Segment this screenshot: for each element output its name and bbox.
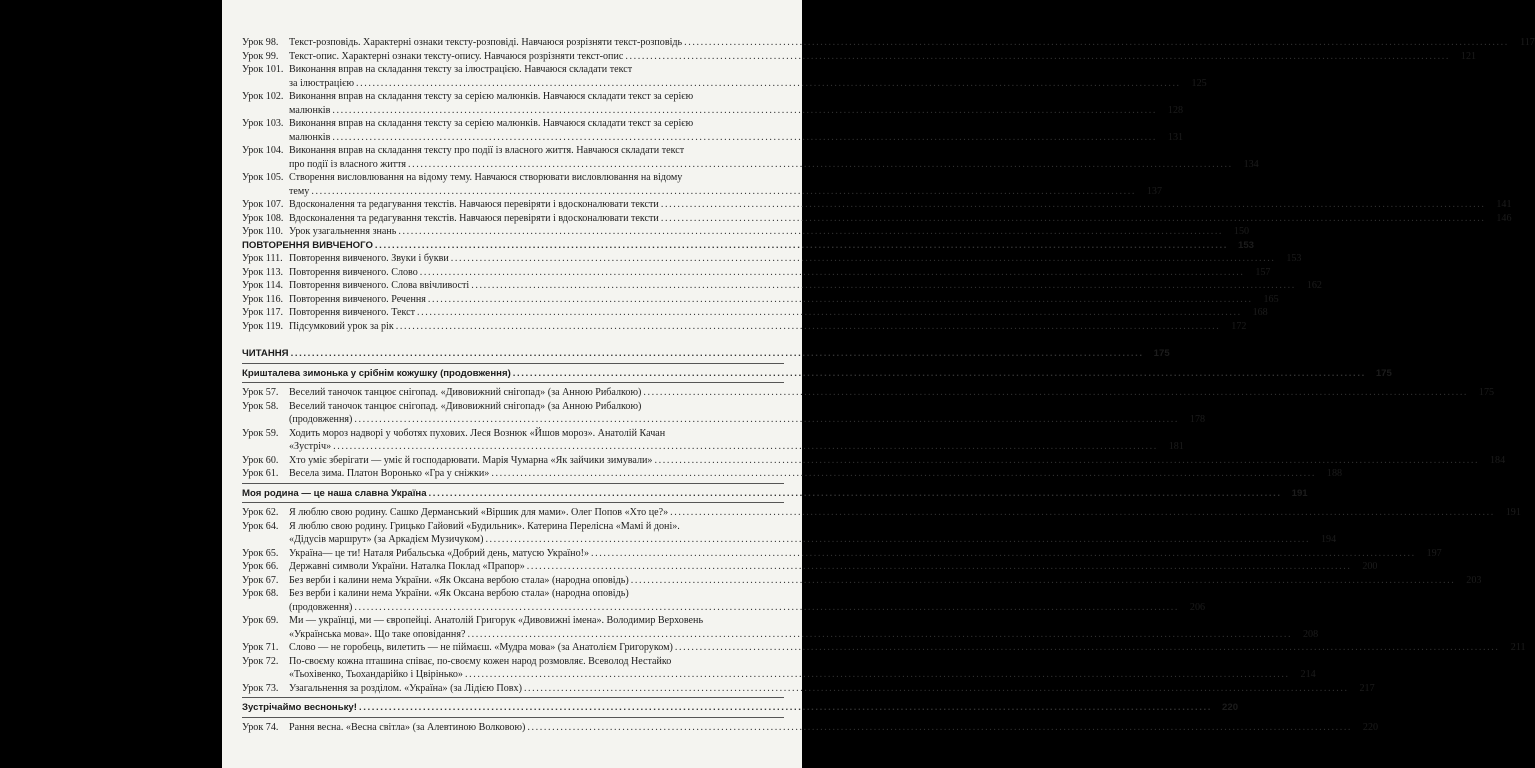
toc-entry xyxy=(242,641,1526,655)
toc-entry xyxy=(242,587,1206,614)
dot-leader: ........................................................................................................................................................................................................ xyxy=(450,253,1276,264)
toc-entry xyxy=(242,520,1337,547)
lesson-number: Урок 107. xyxy=(242,199,284,210)
entry-title-line: малюнків xyxy=(289,104,331,116)
page-number: 157 xyxy=(1255,266,1271,278)
dot-leader: ........................................................................................................................................................................................................ xyxy=(512,367,1366,379)
entry-title-line: тему xyxy=(289,185,310,197)
page-number: 220 xyxy=(1362,721,1379,733)
lesson-number: Урок 111. xyxy=(242,253,283,264)
lesson-number: Урок 117. xyxy=(242,307,284,318)
lesson-number: Урок 60. xyxy=(242,454,279,466)
dot-leader: ........................................................................................................................................................................................................ xyxy=(358,702,1213,713)
toc-entry xyxy=(242,506,1521,520)
entry-title-line: Узагальнення за розділом. «Україна» (за Лідією Повх) xyxy=(289,682,522,694)
entry-title-line: Текст-розповідь. Характерні ознаки тексту-розповіді. Навчаюся розрізняти текст-розповідь xyxy=(289,37,683,48)
lesson-number: Урок 99. xyxy=(242,50,279,62)
dot-leader: ........................................................................................................................................................................................................ xyxy=(674,642,1500,653)
entry-title-line: (продовження) xyxy=(289,414,353,425)
page-number: 125 xyxy=(1191,77,1207,89)
entry-title-line: Кришталева зимонька у срібнім кожушку (продовження) xyxy=(242,367,511,379)
entry-title-line: Створення висловлювання на відому тему. Навчаюся створювати висловлювання на відому xyxy=(289,172,683,183)
page-number: 197 xyxy=(1426,547,1442,559)
toc-entry xyxy=(242,721,1379,735)
dot-leader: ........................................................................................................................................................................................................ xyxy=(523,682,1349,694)
entry-title-line: Хто уміє зберігати — уміє й господарювати. Марія Чумарна «Як зайчики зимували» xyxy=(289,454,653,466)
lesson-number: Урок 73. xyxy=(242,682,279,694)
table-of-contents xyxy=(242,36,1535,734)
toc-section-heading xyxy=(242,487,1308,501)
entry-title-line: «Українська мова». Що таке оповідання? xyxy=(289,628,466,640)
entry-title-line: Повторення вивченого. Слова ввічливості xyxy=(289,280,470,291)
lesson-number: Урок 103. xyxy=(242,118,284,129)
page-number: 153 xyxy=(1238,239,1255,251)
lesson-number: Урок 116. xyxy=(242,293,284,305)
section-divider xyxy=(242,382,784,383)
toc-entry xyxy=(242,320,1247,334)
dot-leader: ........................................................................................................................................................................................................ xyxy=(660,212,1486,224)
entry-title-line: (продовження) xyxy=(289,601,353,613)
dot-leader: ........................................................................................................................................................................................................ xyxy=(471,280,1296,291)
page-number: 214 xyxy=(1300,669,1316,680)
page-number: 117 xyxy=(1520,37,1535,48)
page-number: 168 xyxy=(1252,307,1268,318)
entry-title-line: Підсумковий урок за рік xyxy=(289,320,394,332)
entry-title-line: Виконання вправ на складання тексту за серією малюнків. Навчаюся складати текст за серією xyxy=(289,118,694,129)
dot-leader: ........................................................................................................................................................................................................ xyxy=(491,468,1317,479)
page-number: 211 xyxy=(1510,642,1526,653)
page-number: 150 xyxy=(1233,226,1250,237)
entry-title-line: Повторення вивченого. Звуки і букви xyxy=(289,253,449,264)
entry-title-line: Виконання вправ на складання тексту про події із власного життя. Навчаюся складати текст xyxy=(289,145,685,156)
page-number: 137 xyxy=(1146,185,1163,197)
toc-entry xyxy=(242,225,1250,239)
page-number: 153 xyxy=(1286,253,1302,264)
entry-title-line: Виконання вправ на складання тексту за ілюстрацією. Навчаюся складати текст xyxy=(289,64,633,75)
dot-leader: ........................................................................................................................................................................................................ xyxy=(332,131,1158,143)
entry-title-line: Рання весна. «Весна світла» (за Алевтиною Волковою) xyxy=(289,721,526,733)
lesson-number: Урок 98. xyxy=(242,37,279,48)
dot-leader: ........................................................................................................................................................................................................ xyxy=(464,669,1290,680)
lesson-number: Урок 58. xyxy=(242,400,279,412)
entry-title-line: Моя родина — це наша славна Україна xyxy=(242,487,427,499)
page-number: 121 xyxy=(1460,50,1477,62)
entry-title-line: «Тьохівенко, Тьохандарійко і Цвірінько» xyxy=(289,669,463,680)
toc-section-heading xyxy=(242,701,1239,715)
entry-title-line: Повторення вивченого. Текст xyxy=(289,307,416,318)
toc-section-heading xyxy=(242,367,1392,381)
toc-entry xyxy=(242,266,1271,280)
lesson-number: Урок 64. xyxy=(242,520,279,532)
entry-title-line: Вдосконалення та редагування текстів. Навчаюся перевіряти і вдосконалювати тексти xyxy=(289,212,659,224)
entry-title-line: «Зустріч» xyxy=(289,441,332,452)
page-number: 165 xyxy=(1263,293,1279,305)
toc-entry xyxy=(242,144,1259,171)
toc-entry xyxy=(242,117,1184,144)
dot-leader: ........................................................................................................................................................................................................ xyxy=(654,454,1480,466)
toc-entry xyxy=(242,547,1442,561)
dot-leader: ........................................................................................................................................................................................................ xyxy=(398,226,1224,237)
lesson-number: Урок 114. xyxy=(242,280,284,291)
toc-entry xyxy=(242,400,1206,427)
toc-entry xyxy=(242,467,1343,481)
entry-title-line: Веселий таночок танцює снігопад. «Дивовижний снігопад» (за Анною Рибалкою) xyxy=(289,387,642,398)
entry-title-line: Я люблю свою родину. Грицько Гайовий «Будильник». Катерина Перелісна «Мамі й доні». xyxy=(289,520,680,532)
entry-title-line: Державні символи України. Наталка Поклад «Прапор» xyxy=(289,561,525,572)
dot-leader: ........................................................................................................................................................................................................ xyxy=(526,561,1352,572)
dot-leader: ........................................................................................................................................................................................................ xyxy=(643,387,1469,398)
page-number: 141 xyxy=(1496,199,1512,210)
lesson-number: Урок 104. xyxy=(242,145,284,156)
toc-entry xyxy=(242,63,1207,90)
lesson-number: Урок 59. xyxy=(242,427,279,439)
toc-entry xyxy=(242,427,1184,454)
dot-leader: ........................................................................................................................................................................................................ xyxy=(630,574,1456,586)
entry-title-line: Виконання вправ на складання тексту за серією малюнків. Навчаюся складати текст за серією xyxy=(289,91,694,102)
lesson-number: Урок 71. xyxy=(242,642,279,653)
page-number: 200 xyxy=(1362,561,1378,572)
dot-leader: ........................................................................................................................................................................................................ xyxy=(485,534,1311,545)
page-number: 131 xyxy=(1167,131,1184,143)
dot-leader: ........................................................................................................................................................................................................ xyxy=(419,266,1245,278)
dot-leader: ........................................................................................................................................................................................................ xyxy=(684,37,1509,48)
lesson-number: Урок 67. xyxy=(242,574,279,586)
entry-title-line: Ми — українці, ми — європейці. Анатолій Григорук «Дивовижні імена». Володимир Верховень xyxy=(289,615,704,626)
entry-title-line: Ходить мороз надворі у чоботях пухових. Леся Вознюк «Йшов мороз». Анатолій Качан xyxy=(289,427,666,439)
toc-entry xyxy=(242,293,1279,307)
page-number: 181 xyxy=(1168,441,1184,452)
lesson-number: Урок 72. xyxy=(242,655,279,667)
dot-leader: ........................................................................................................................................................................................................ xyxy=(374,239,1229,251)
lesson-number: Урок 65. xyxy=(242,547,279,559)
book-page xyxy=(222,0,1535,768)
entry-title-line: Слово — не горобець, вилетить — не піймаєш. «Мудра мова» (за Анатолієм Григоруком) xyxy=(289,642,673,653)
dot-leader: ........................................................................................................................................................................................................ xyxy=(427,293,1253,305)
entry-title-line: Без верби і калини нема України. «Як Оксана вербою стала» (народна оповідь) xyxy=(289,574,629,586)
entry-title-line: «Дідусів маршрут» (за Аркадієм Музичуком) xyxy=(289,534,484,545)
toc-entry xyxy=(242,50,1477,64)
lesson-number: Урок 101. xyxy=(242,64,284,75)
dot-leader: ........................................................................................................................................................................................................ xyxy=(333,441,1158,452)
toc-entry xyxy=(242,198,1512,212)
page-number: 191 xyxy=(1291,487,1308,499)
page-number: 162 xyxy=(1306,280,1322,291)
toc-entry xyxy=(242,574,1482,588)
toc-entry xyxy=(242,252,1302,266)
entry-title-line: Без верби і калини нема України. «Як Оксана вербою стала» (народна оповідь) xyxy=(289,588,629,599)
lesson-number: Урок 102. xyxy=(242,91,284,102)
toc-entry xyxy=(242,386,1495,400)
toc-entry xyxy=(242,171,1163,198)
page-number: 217 xyxy=(1359,682,1375,694)
section-divider xyxy=(242,697,784,698)
lesson-number: Урок 66. xyxy=(242,561,279,572)
dot-leader: ........................................................................................................................................................................................................ xyxy=(625,50,1451,62)
toc-entry xyxy=(242,454,1506,468)
entry-title-line: Веселий таночок танцює снігопад. «Дивовижний снігопад» (за Анною Рибалкою) xyxy=(289,400,642,412)
toc-section-heading xyxy=(242,347,1170,361)
entry-title-line: Україна— це ти! Наталя Рибальська «Добрий день, матусю Україно!» xyxy=(289,547,590,559)
entry-title-line: про події із власного життя xyxy=(289,158,407,170)
page-number: 175 xyxy=(1375,367,1392,379)
entry-title-line: за ілюстрацією xyxy=(289,77,354,89)
lesson-number: Урок 119. xyxy=(242,320,284,332)
page-number: 128 xyxy=(1167,104,1184,116)
page-number: 191 xyxy=(1505,507,1521,518)
entry-title-line: Зустрічаймо весноньку! xyxy=(242,702,357,713)
page-number: 178 xyxy=(1189,414,1206,425)
section-divider xyxy=(242,502,784,503)
dot-leader: ........................................................................................................................................................................................................ xyxy=(527,721,1353,733)
toc-entry xyxy=(242,212,1512,226)
page-number: 208 xyxy=(1303,628,1319,640)
page-number: 146 xyxy=(1496,212,1512,224)
section-gap xyxy=(242,333,784,347)
entry-title-line: Я люблю свою родину. Сашко Дерманський «Віршик для мами». Олег Попов «Хто це?» xyxy=(289,507,669,518)
toc-entry xyxy=(242,36,1535,50)
lesson-number: Урок 61. xyxy=(242,468,279,479)
dot-leader: ........................................................................................................................................................................................................ xyxy=(670,507,1495,518)
entry-title-line: Вдосконалення та редагування текстів. Навчаюся перевіряти і вдосконалювати тексти xyxy=(289,199,659,210)
dot-leader: ........................................................................................................................................................................................................ xyxy=(356,77,1181,89)
page-number: 184 xyxy=(1490,454,1506,466)
page-number: 175 xyxy=(1153,348,1170,359)
entry-title-line: ЧИТАННЯ xyxy=(242,348,289,359)
entry-title-line: малюнків xyxy=(289,131,331,143)
page-number: 188 xyxy=(1326,468,1343,479)
dot-leader: ........................................................................................................................................................................................................ xyxy=(354,601,1180,613)
section-divider xyxy=(242,717,784,718)
section-divider xyxy=(242,363,784,364)
toc-entry xyxy=(242,682,1375,696)
lesson-number: Урок 108. xyxy=(242,212,284,224)
lesson-number: Урок 113. xyxy=(242,266,284,278)
page-number: 220 xyxy=(1222,702,1239,713)
dot-leader: ........................................................................................................................................................................................................ xyxy=(332,104,1158,116)
lesson-number: Урок 57. xyxy=(242,387,279,398)
page-number: 203 xyxy=(1466,574,1482,586)
lesson-number: Урок 62. xyxy=(242,507,279,518)
page-number: 175 xyxy=(1478,387,1495,398)
lesson-number: Урок 74. xyxy=(242,721,279,733)
dot-leader: ........................................................................................................................................................................................................ xyxy=(428,487,1282,499)
section-divider xyxy=(242,483,784,484)
lesson-number: Урок 110. xyxy=(242,226,284,237)
dot-leader: ........................................................................................................................................................................................................ xyxy=(417,307,1242,318)
toc-entry xyxy=(242,90,1184,117)
entry-title-line: Повторення вивченого. Речення xyxy=(289,293,426,305)
toc-entry xyxy=(242,614,1319,641)
dot-leader: ........................................................................................................................................................................................................ xyxy=(408,158,1233,170)
dot-leader: ........................................................................................................................................................................................................ xyxy=(467,628,1293,640)
dot-leader: ........................................................................................................................................................................................................ xyxy=(395,320,1221,332)
entry-title-line: Урок узагальнення знань xyxy=(289,226,397,237)
page-number: 134 xyxy=(1243,158,1259,170)
dot-leader: ........................................................................................................................................................................................................ xyxy=(311,185,1137,197)
toc-entry xyxy=(242,279,1322,293)
dot-leader: ........................................................................................................................................................................................................ xyxy=(591,547,1416,559)
entry-title-line: По-своєму кожна пташина співає, по-своєму кожен народ розмовляє. Всеволод Нестайко xyxy=(289,655,672,667)
entry-title-line: Повторення вивченого. Слово xyxy=(289,266,418,278)
lesson-number: Урок 105. xyxy=(242,172,284,183)
page-number: 172 xyxy=(1231,320,1247,332)
entry-title-line: ПОВТОРЕННЯ ВИВЧЕНОГО xyxy=(242,239,373,251)
page-number: 206 xyxy=(1189,601,1206,613)
entry-title-line: Текст-опис. Характерні ознаки тексту-опису. Навчаюся розрізняти текст-опис xyxy=(289,50,624,62)
toc-entry xyxy=(242,306,1268,320)
toc-entry xyxy=(242,655,1316,682)
dot-leader: ........................................................................................................................................................................................................ xyxy=(660,199,1486,210)
lesson-number: Урок 69. xyxy=(242,615,279,626)
dot-leader: ........................................................................................................................................................................................................ xyxy=(354,414,1180,425)
toc-entry xyxy=(242,560,1378,574)
entry-title-line: Весела зима. Платон Воронько «Гра у сніжки» xyxy=(289,468,490,479)
dot-leader: ........................................................................................................................................................................................................ xyxy=(290,348,1144,359)
lesson-number: Урок 68. xyxy=(242,588,279,599)
page-number: 194 xyxy=(1320,534,1337,545)
toc-section-heading xyxy=(242,239,1255,253)
